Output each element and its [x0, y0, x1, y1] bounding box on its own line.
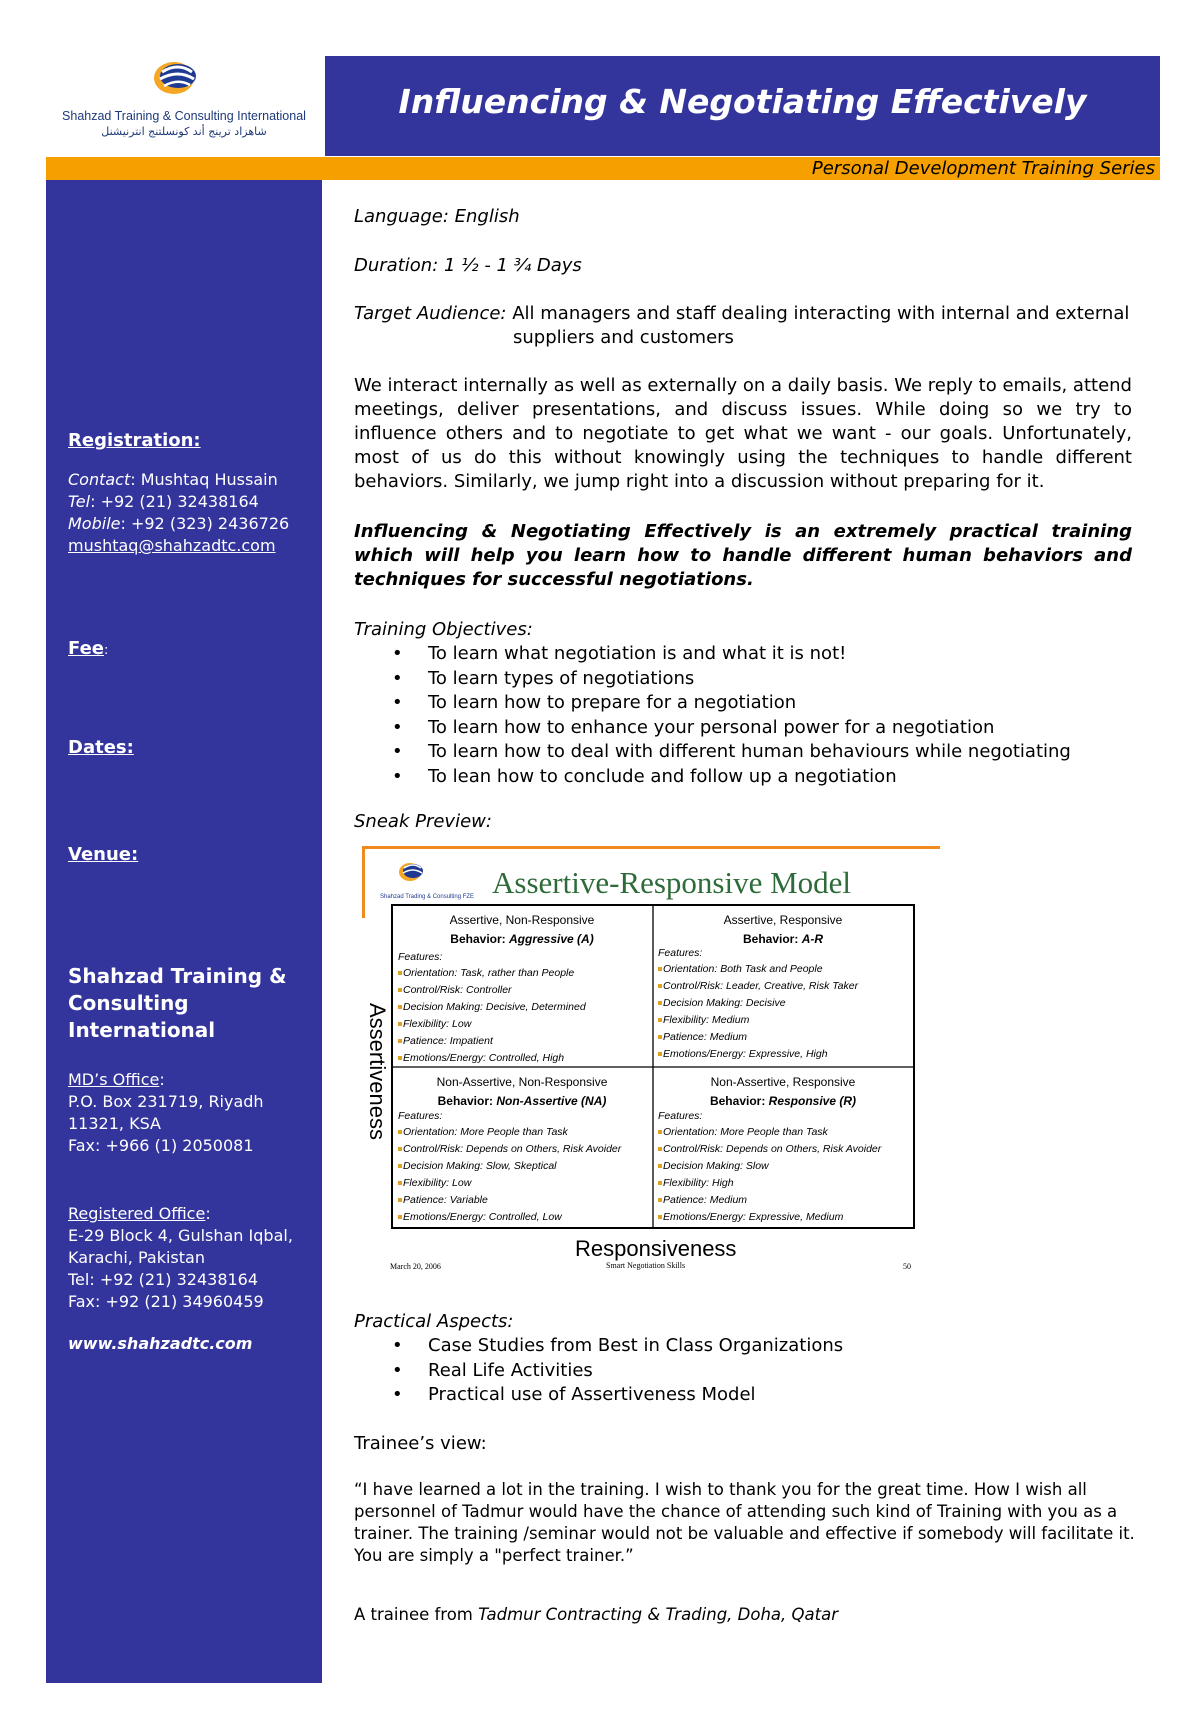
slide-footer-title: Smart Negotiation Skills — [606, 1261, 686, 1270]
series-label: Personal Development Training Series — [811, 158, 1155, 179]
feature-item: Flexibility: Medium — [663, 1014, 750, 1026]
feature-item: Flexibility: Low — [403, 1018, 472, 1030]
intro-paragraph: We interact internally as well as externally on a daily basis. We reply to emails, attend meetings, deliver presentations, and discuss issues. While doing so we try to influence others and to negotiate to get what we want - our goals. Unfortunately, most of us do this without knowingly using the techniques to handle different behaviors. Similarly, we jump right into a discussion without preparing for it. — [354, 375, 1132, 492]
attribution: A trainee from Tadmur Contracting & Trading, Doha, Qatar — [354, 1605, 838, 1624]
highlight-paragraph: Influencing & Negotiating Effectively is an extremely practical training which will help you learn how to handle different human behaviors and techniques for successful negotiations. — [354, 521, 1132, 590]
feature-item: Emotions/Energy: Expressive, High — [663, 1048, 828, 1060]
quadrant-header: Non-Assertive, Responsive — [710, 1075, 856, 1089]
x-axis-label: Responsiveness — [575, 1236, 737, 1261]
quadrant-header: Non-Assertive, Non-Responsive — [436, 1075, 608, 1089]
feature-item: Emotions/Energy: Controlled, High — [403, 1052, 565, 1064]
list-item: • To learn how to prepare for a negotiation — [386, 691, 1071, 716]
feature-item: Patience: Medium — [663, 1194, 748, 1206]
quadrant-header: Assertive, Responsive — [723, 913, 843, 927]
list-item: • Practical use of Assertiveness Model — [386, 1383, 843, 1408]
objectives-heading: Training Objectives: — [354, 619, 533, 640]
feature-item: Patience: Variable — [403, 1194, 488, 1206]
slide-logo-text: Shahzad Trading & Consulting FZE — [380, 894, 475, 900]
duration-line: Duration: 1 ½ - 1 ¾ Days — [354, 255, 582, 276]
quadrant-behavior: Behavior: A-R — [742, 932, 824, 946]
venue-heading: Venue: — [68, 844, 139, 865]
feature-item: Decision Making: Decisive — [663, 997, 786, 1009]
md-office-address: P.O. Box 231719, Riyadh 11321, KSA Fax: +966 (1) 2050081 — [68, 1092, 264, 1155]
registered-office-address: E-29 Block 4, Gulshan Iqbal, Karachi, Pakistan Tel: +92 (21) 32438164 Fax: +92 (21) 34960459 — [68, 1226, 293, 1311]
feature-item: Emotions/Energy: Controlled, Low — [403, 1211, 562, 1223]
page-title: Influencing & Negotiating Effectively — [398, 82, 1087, 121]
slide-footer-date: March 20, 2006 — [390, 1262, 441, 1271]
audience-line-2: suppliers and customers — [513, 327, 734, 348]
website-link[interactable]: www.shahzadtc.com — [68, 1334, 253, 1353]
slide-title: Assertive-Responsive Model — [492, 865, 852, 900]
feature-item: Control/Risk: Depends on Others, Risk Avoider — [403, 1143, 622, 1155]
company-name: Shahzad Training & Consulting International — [68, 964, 287, 1042]
feature-item: Orientation: More People than Task — [403, 1126, 568, 1138]
feature-item: Orientation: More People than Task — [663, 1126, 828, 1138]
logo-company-name: Shahzad Training & Consulting International — [62, 109, 306, 123]
list-item: • Real Life Activities — [386, 1359, 843, 1384]
feature-item: Decision Making: Slow — [663, 1160, 769, 1172]
email-link[interactable]: mushtaq@shahzadtc.com — [68, 536, 276, 555]
slide-footer-page: 50 — [903, 1262, 911, 1271]
practical-list — [386, 1334, 843, 1408]
feature-item: Orientation: Both Task and People — [663, 963, 823, 975]
list-item: • To learn how to enhance your personal power for a negotiation — [386, 716, 1071, 741]
feature-item: Patience: Impatient — [403, 1035, 493, 1047]
registration-heading: Registration: — [68, 430, 201, 451]
dates-heading: Dates: — [68, 737, 134, 758]
company-logo-icon — [148, 58, 202, 104]
feature-item: Control/Risk: Controller — [403, 984, 512, 996]
trainee-quote: “I have learned a lot in the training. I wish to thank you for the great time. How I wish all personnel of Tadmur would have the chance of attending such kind of Training with you as a trainer. The training /seminar would not be valuable and effective if somebody will facilitate it. You are simply a "perfect trainer.” — [354, 1480, 1135, 1565]
feature-item: Control/Risk: Leader, Creative, Risk Taker — [663, 980, 859, 992]
feature-item: Emotions/Energy: Expressive, Medium — [663, 1211, 844, 1223]
trainee-heading: Trainee’s view: — [354, 1433, 487, 1454]
list-item: • To lean how to conclude and follow up a negotiation — [386, 765, 1071, 790]
feature-item: Flexibility: Low — [403, 1177, 472, 1189]
fee-heading: Fee: — [68, 638, 109, 659]
feature-item: Orientation: Task, rather than People — [403, 967, 575, 979]
mobile-line: Mobile: +92 (323) 2436726 — [68, 514, 290, 533]
sidebar — [46, 180, 322, 1683]
language-line: Language: English — [354, 206, 520, 227]
practical-heading: Practical Aspects: — [354, 1311, 514, 1332]
preview-heading: Sneak Preview: — [354, 811, 492, 832]
feature-item: Patience: Medium — [663, 1031, 748, 1043]
list-item: • To learn how to deal with different human behaviours while negotiating — [386, 740, 1071, 765]
logo-company-name-arabic: شاهزاد ترينج أند كونسلتنج انترنيشنل — [101, 125, 267, 138]
registered-office-label: Registered Office: — [68, 1204, 211, 1223]
quadrant-behavior: Behavior: Non-Assertive (NA) — [437, 1094, 607, 1108]
quadrant-header: Assertive, Non-Responsive — [449, 913, 595, 927]
quadrant-behavior: Behavior: Aggressive (A) — [450, 932, 594, 946]
tel-line: Tel: +92 (21) 32438164 — [68, 492, 259, 511]
quadrant-behavior: Behavior: Responsive (R) — [709, 1094, 857, 1108]
feature-item: Decision Making: Slow, Skeptical — [403, 1160, 557, 1172]
features-label: Features: — [658, 947, 703, 959]
list-item: • To learn what negotiation is and what it is not! — [386, 642, 1071, 667]
md-office-label: MD’s Office: — [68, 1070, 165, 1089]
feature-item: Control/Risk: Depends on Others, Risk Avoider — [663, 1143, 882, 1155]
feature-item: Decision Making: Decisive, Determined — [403, 1001, 586, 1013]
features-label: Features: — [658, 1110, 703, 1122]
list-item: • Case Studies from Best in Class Organizations — [386, 1334, 843, 1359]
features-label: Features: — [398, 1110, 443, 1122]
features-label: Features: — [398, 951, 443, 963]
contact-line: Contact: Mushtaq Hussain — [68, 470, 278, 489]
slide-image — [362, 846, 946, 1276]
feature-item: Flexibility: High — [663, 1177, 734, 1189]
y-axis-label: Assertiveness — [365, 1003, 390, 1140]
list-item: • To learn types of negotiations — [386, 667, 1071, 692]
audience-line: Target Audience: All managers and staff dealing interacting with internal and external — [354, 303, 1130, 324]
slide-preview — [362, 846, 946, 1276]
objectives-list — [386, 642, 1071, 789]
